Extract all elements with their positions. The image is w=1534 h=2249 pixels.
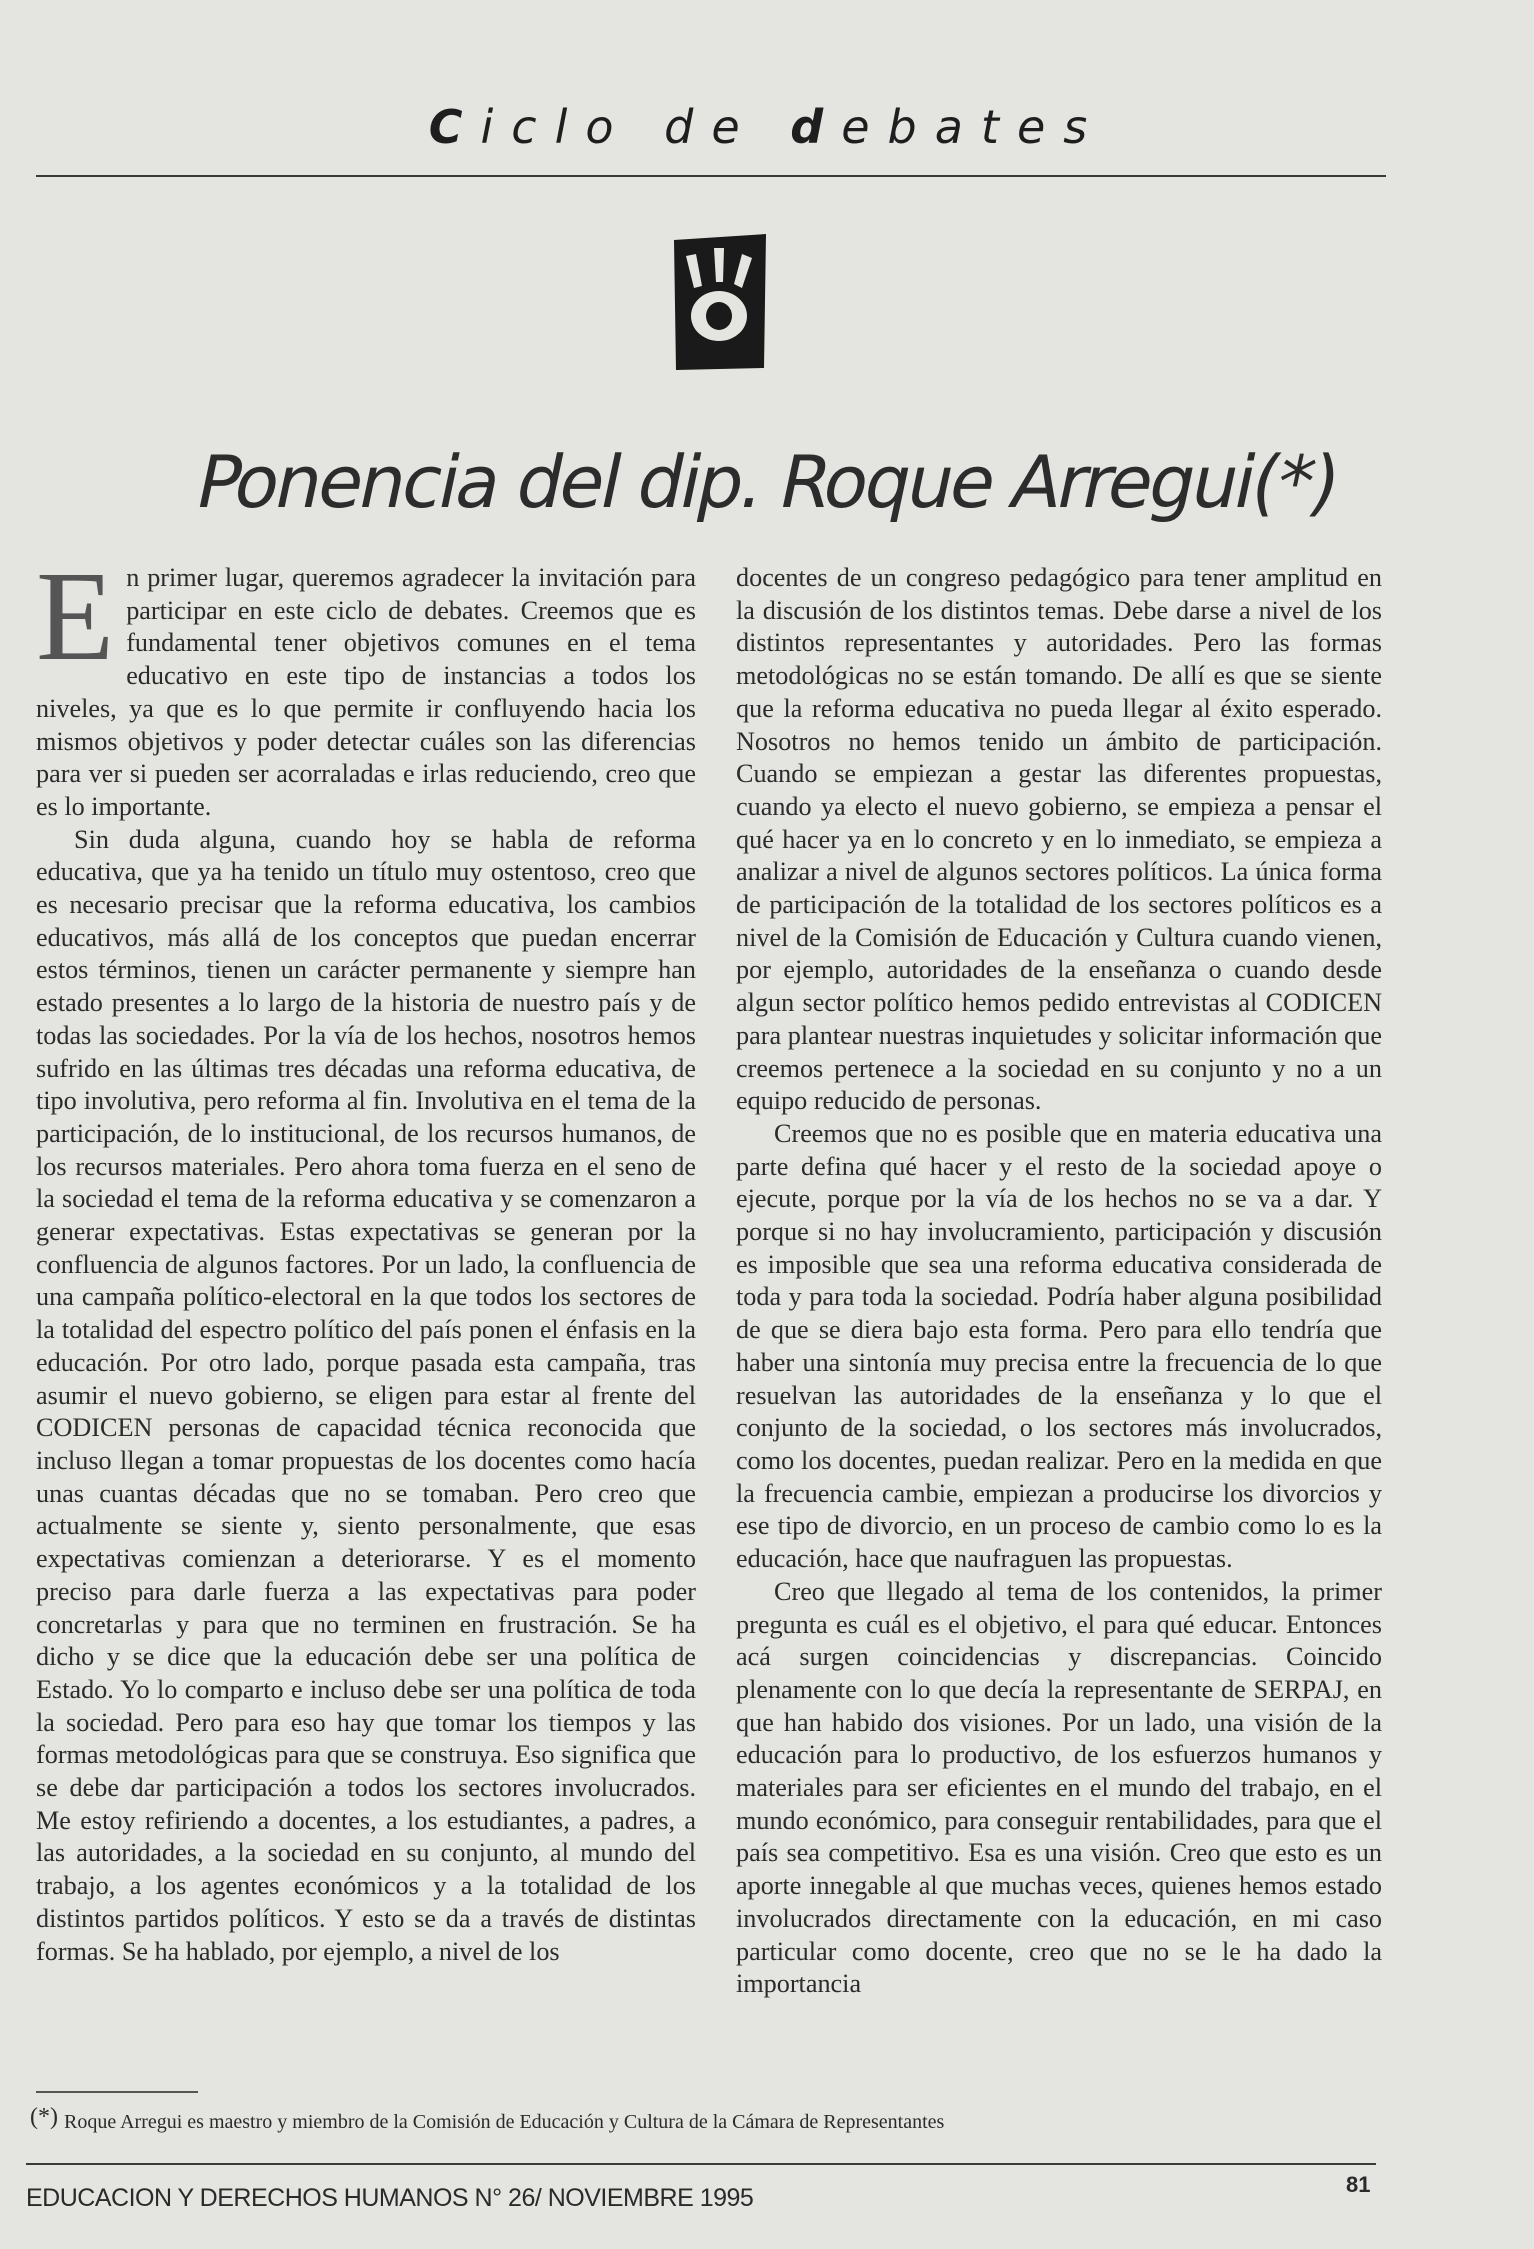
paragraph: Creemos que no es posible que en materia educativa una parte defina qué hacer y el resto de la sociedad apoye o ejecute, porque por la vía de los hechos no se va a dar. Y porque si no hay involucramiento, participación y discusión es imposible que sea una reforma educativa considerada de toda y para toda la sociedad. Podría haber alguna posibilidad de que se diera bajo esta forma. Pero para ello tendría que haber una sintonía muy precisa entre la frecuencia de lo que resuelvan las autoridades de la enseñanza y lo que el conjunto de la sociedad, o los sectores más involucrados, como los docentes, puedan realizar. Pero en la medida en que la frecuencia cambie, empiezan a producirse los divorcios y ese tipo de divorcio, en un proceso de cambio como lo es la educación, hace que naufraguen las propuestas. xyxy=(736,1118,1382,1574)
header-rule xyxy=(36,175,1386,177)
footnote-rule xyxy=(36,2091,198,2093)
section-header xyxy=(0,100,1534,154)
article-title: Ponencia del dip. Roque Arregui(*) xyxy=(189,440,1345,524)
eye-logo-icon xyxy=(672,234,768,374)
paragraph: docentes de un congreso pedagógico para tener amplitud en la discusión de los distintos temas. Debe darse a nivel de los distintos representantes y autoridades. Pero las formas metodológicas no se están tomando. De allí es que se siente que la reforma educativa no pueda llegar al éxito esperado. Nosotros no hemos tenido un ámbito de participación. Cuando se empiezan a gestar las diferentes propuestas, cuando ya electo el nuevo gobierno, se empieza a pensar el qué hacer ya en lo concreto y en lo inmediato, se empieza a analizar a nivel de algunos sectores políticos. La única forma de participación de la totalidad de los sectores políticos es a nivel de la Comisión de Educación y Cultura cuando vienen, por ejemplo, autoridades de la enseñanza o cuando desde algun sector político hemos pedido entrevistas al CODICEN para plantear nuestras inquietudes y solicitar información que creemos pertenece a la sociedad en su conjunto y no a un equipo reducido de personas. xyxy=(736,563,1382,1116)
footnote-text: Roque Arregui es maestro y miembro de la Comisión de Educación y Cultura de la Cámara de Representantes xyxy=(63,2111,945,2133)
paragraph: Sin duda alguna, cuando hoy se habla de reforma educativa, que ya ha tenido un título muy ostentoso, creo que es necesario precisar que la reforma educativa, los cambios educativos, más allá de los conceptos que puedan encerrar estos términos, tienen un carácter permanente y siempre han estado presentes a lo largo de la historia de nuestro país y de todas las sociedades. Por la vía de los hechos, nosotros hemos sufrido en las últimas tres décadas una reforma educativa, de tipo involutiva, pero reforma al fin. Involutiva en el tema de la participación, de lo institucional, de los recursos humanos, de los recursos materiales. Pero ahora toma fuerza en el seno de la sociedad el tema de la reforma educativa y se comenzaron a generar expectativas. Estas expectativas se generan por la confluencia de algunos factores. Por un lado, la confluencia de una campaña político-electoral en la que todos los sectores de la totalidad del espectro político del país ponen el énfasis en la educación. Por otro lado, porque pasada esta campaña, tras asumir el nuevo gobierno, se eligen para estar al frente del CODICEN personas de capacidad técnica reconocida que incluso llegan a tomar propuestas de los docentes como hacía unas cuantas décadas que no se tomaban. Pero creo que actualmente se siente y, siento personalmente, que esas expectativas comienzan a deteriorarse. Y es el momento preciso para darle fuerza a las expectativas para poder concretarlas y para que no terminen en frustración. Se ha dicho y se dice que la educación debe ser una política de Estado. Yo lo comparto e incluso debe ser una política de toda la sociedad. Pero para eso hay que tomar los tiempos y las formas metodológicas para que se construya. Eso significa que se debe dar participación a todos los sectores involucrados. Me estoy refiriendo a docentes, a los estudiantes, a padres, a las autoridades, a la sociedad en su conjunto, al mundo del trabajo, a los agentes económicos y a la totalidad de los distintos partidos políticos. Y esto se da a través de distintas formas. Se ha hablado, por ejemplo, a nivel de los xyxy=(36,824,696,1966)
section-header-c: C xyxy=(428,100,481,154)
footnote xyxy=(30,2104,1330,2134)
drop-cap: E xyxy=(36,545,115,687)
column-right xyxy=(736,562,1382,2001)
column-left xyxy=(36,545,696,1968)
section-header-mid: iclo de xyxy=(480,100,791,154)
footer-rule xyxy=(26,2163,1376,2165)
journal-footer: EDUCACION Y DERECHOS HUMANOS N° 26/ NOVIEMBRE 1995 xyxy=(26,2184,754,2212)
section-header-end: ebates xyxy=(841,100,1106,154)
paragraph: Creo que llegado al tema de los contenidos, la primer pregunta es cuál es el objetivo, el para qué educar. Entonces acá surgen coincidencias y discrepancias. Coincido plenamente con lo que decía la representante de SERPAJ, en que han habido dos visiones. Por un lado, una visión de la educación para lo productivo, de los esfuerzos humanos y materiales para ser eficientes en el mundo del trabajo, en el mundo económico, para conseguir rentabilidades, para que el país sea competitivo. Esa es una visión. Creo que esto es un aporte innegable al que muchas veces, quienes hemos estado involucrados directamente con la educación, en mi caso particular como docente, creo que no se le ha dado la importancia xyxy=(736,1576,1382,1999)
page-number: 81 xyxy=(1346,2172,1371,2197)
section-header-d: d xyxy=(790,100,842,154)
footnote-mark: (*) xyxy=(30,2104,58,2130)
paragraph: n primer lugar, queremos agradecer la invitación para participar en este ciclo de debates. Creemos que es fundamental tener objetivos comunes en el tema educativo en este tipo de instancias a todos los niveles, ya que es lo que permite ir confluyendo hacia los mismos objetivos y poder detectar cuáles son las diferencias para ver si pueden ser acorraladas e irlas reduciendo, creo que es lo importante. xyxy=(36,563,696,821)
